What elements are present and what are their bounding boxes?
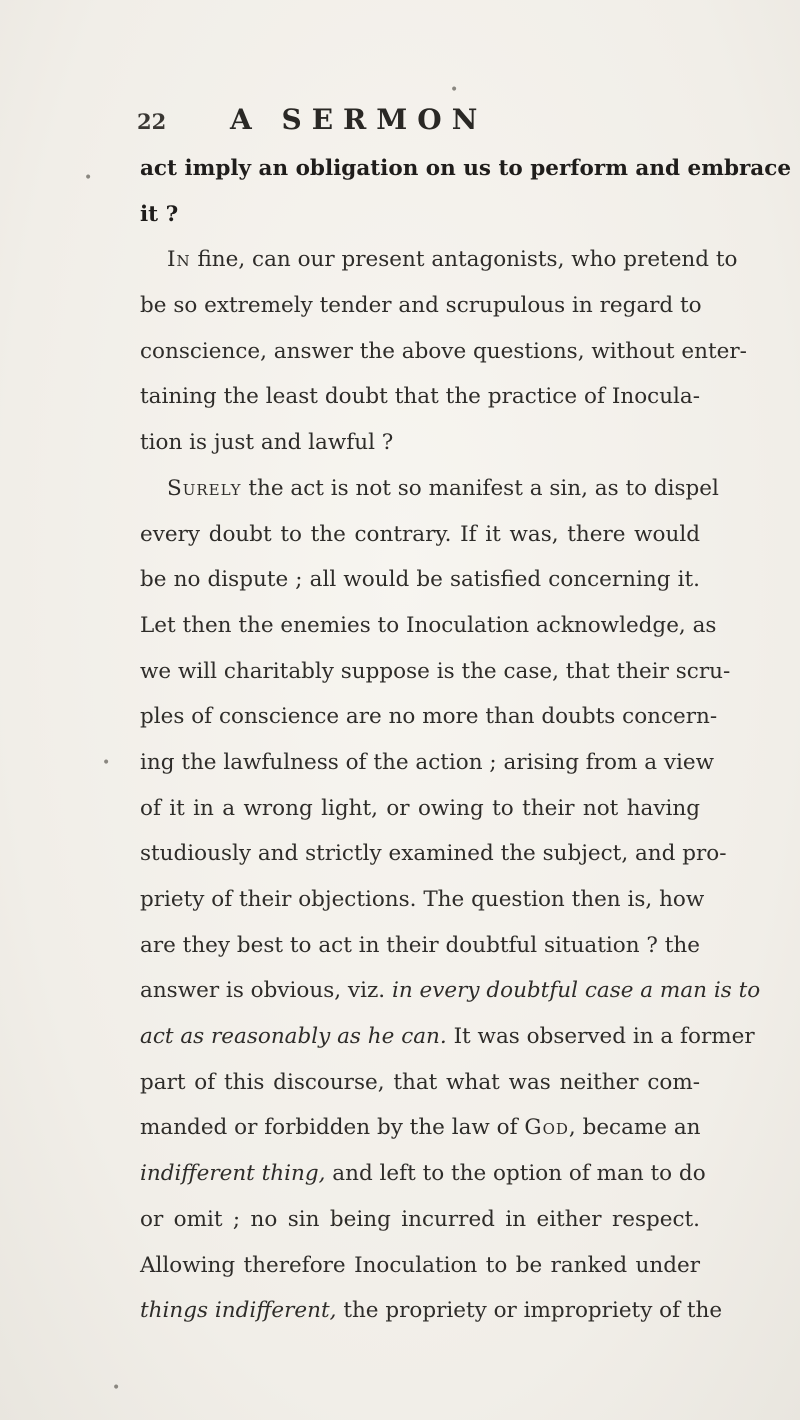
- text-line-9: every doubt to the contrary. If it was, there would: [140, 521, 700, 547]
- text-line-24: or omit ; no sin being incurred in either respect.: [140, 1206, 700, 1232]
- viz-abbreviation: viz.: [347, 978, 386, 1004]
- paragraph-opening-word: Surely: [167, 475, 242, 501]
- running-head: A SERMON: [230, 103, 488, 136]
- margin-speck: •: [112, 1380, 121, 1396]
- margin-speck: •: [84, 170, 93, 186]
- page-header: [0, 103, 800, 143]
- text-line-12: we will charitably suppose is the case, that their scru-: [140, 658, 731, 684]
- text-line-3: In fine, can our present antagonists, who pretend to: [167, 247, 738, 273]
- italic-phrase: things indifferent,: [140, 1298, 337, 1324]
- italic-phrase: in every doubtful case a man is to: [391, 978, 761, 1004]
- text-line-16: studiously and strictly examined the subject, and pro-: [140, 841, 727, 867]
- margin-speck: •: [102, 755, 111, 771]
- italic-phrase: act as reasonably as he can.: [140, 1024, 447, 1050]
- text-line-7: tion is just and lawful ?: [140, 430, 394, 456]
- page-number: 22: [137, 109, 167, 134]
- text-line-19: answer is obvious, viz. in every doubtful case a man is to: [140, 978, 761, 1004]
- text-line-1: act imply an obligation on us to perform and embrace: [140, 156, 792, 181]
- text-line-25: Allowing therefore Inoculation to be ranked under: [140, 1252, 700, 1278]
- text-line-13: ples of conscience are no more than doubts concern-: [140, 704, 718, 730]
- text-line-11: Let then the enemies to Inoculation acknowledge, as: [140, 612, 717, 638]
- paragraph-opening-word: In: [167, 247, 191, 273]
- margin-speck: •: [450, 82, 459, 98]
- text-line-5: conscience, answer the above questions, without enter-: [140, 338, 747, 364]
- text-line-15: of it in a wrong light, or owing to their not having: [140, 795, 700, 821]
- text-line-10: be no dispute ; all would be satisfied concerning it.: [140, 567, 700, 593]
- text-line-6: taining the least doubt that the practice of Inocula-: [140, 384, 700, 410]
- text-line-22: manded or forbidden by the law of God, became an: [140, 1115, 701, 1141]
- sermon-text: [140, 146, 792, 1334]
- text-line-17: priety of their objections. The question then is, how: [140, 887, 705, 912]
- text-line-23: indifferent thing, and left to the option of man to do: [140, 1161, 706, 1187]
- text-line-26: things indifferent, the propriety or impropriety of the: [140, 1298, 723, 1324]
- text-line-20: act as reasonably as he can. It was observed in a former: [140, 1024, 755, 1050]
- text-line-2: it ?: [140, 201, 179, 227]
- text-line-18: are they best to act in their doubtful situation ? the: [140, 932, 700, 958]
- text-line-8: Surely the act is not so manifest a sin, as to dispel: [167, 475, 719, 501]
- god-word: God: [524, 1115, 569, 1141]
- italic-phrase: indifferent thing,: [140, 1161, 326, 1187]
- text-line-21: part of this discourse, that what was neither com-: [140, 1069, 700, 1095]
- text-line-14: ing the lawfulness of the action ; arising from a view: [140, 749, 715, 775]
- text-line-4: be so extremely tender and scrupulous in regard to: [140, 293, 702, 319]
